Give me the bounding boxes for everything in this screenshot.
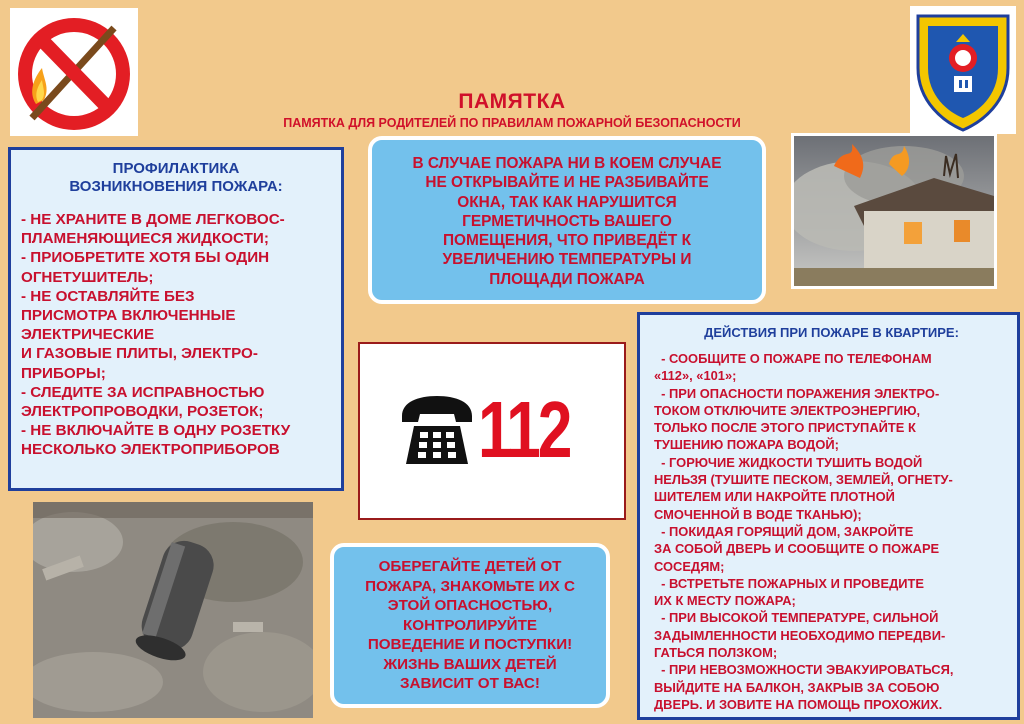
children-line: ПОВЕДЕНИЕ И ПОСТУПКИ! — [367, 636, 573, 653]
children-line: ПОЖАРА, ЗНАКОМЬТЕ ИХ С — [365, 577, 575, 595]
actions-line: ТОКОМ ОТКЛЮЧИТЕ ЭЛЕКТРОЭНЕРГИЮ, — [654, 402, 921, 418]
gas-cylinder-image — [33, 502, 313, 718]
fire-actions-panel — [637, 312, 1020, 720]
prevention-line: - НЕ ОСТАВЛЯЙТЕ БЕЗ — [21, 287, 195, 305]
actions-line: - ГОРЮЧИЕ ЖИДКОСТИ ТУШИТЬ ВОДОЙ — [654, 454, 923, 470]
children-line: ЭТОЙ ОПАСНОСТЬЮ, — [387, 597, 553, 614]
actions-line: СМОЧЕННОЙ В ВОДЕ ТКАНЬЮ); — [654, 506, 862, 522]
warning-line: УВЕЛИЧЕНИЮ ТЕМПЕРАТУРЫ И — [442, 251, 692, 269]
prevention-line: ЭЛЕКТРОПРОВОДКИ, РОЗЕТОК; — [21, 403, 264, 421]
prevention-heading — [21, 160, 331, 196]
prevention-line: ПРИСМОТРА ВКЛЮЧЕННЫЕ — [21, 307, 236, 325]
prevention-line: - НЕ ХРАНИТЕ В ДОМЕ ЛЕГКОВОС- — [21, 211, 285, 228]
actions-line: СОСЕДЯМ; — [654, 558, 725, 574]
actions-line: - ПРИ ВЫСОКОЙ ТЕМПЕРАТУРЕ, СИЛЬНОЙ — [654, 610, 939, 626]
children-line: ЖИЗНЬ ВАШИХ ДЕТЕЙ — [383, 655, 557, 673]
prevention-heading-line: ВОЗНИКНОВЕНИЯ ПОЖАРА: — [69, 178, 283, 195]
prevention-line: НЕСКОЛЬКО ЭЛЕКТРОПРИБОРОВ — [21, 441, 280, 459]
burning-house-photo — [791, 133, 997, 289]
shield-emblem-icon — [910, 6, 1016, 134]
actions-line: - СООБЩИТЕ О ПОЖАРЕ ПО ТЕЛЕФОНАМ — [654, 351, 932, 366]
prevention-line: ЭЛЕКТРИЧЕСКИЕ — [21, 326, 155, 344]
children-safety-panel — [330, 543, 610, 708]
warning-line: НЕ ОТКРЫВАЙТЕ И НЕ РАЗБИВАЙТЕ — [425, 174, 709, 192]
actions-line: - ПРИ НЕВОЗМОЖНОСТИ ЭВАКУИРОВАТЬСЯ, — [654, 662, 954, 678]
actions-heading: ДЕЙСТВИЯ ПРИ ПОЖАРЕ В КВАРТИРЕ: — [704, 325, 959, 340]
actions-line: ЗАДЫМЛЕННОСТИ НЕОБХОДИМО ПЕРЕДВИ- — [654, 627, 946, 643]
telephone-icon — [398, 392, 476, 470]
prevention-line: ОГНЕТУШИТЕЛЬ; — [21, 268, 154, 286]
prevention-line: ПРИБОРЫ; — [21, 364, 106, 382]
actions-line: ГАТЬСЯ ПОЛЗКОМ; — [654, 645, 778, 661]
prevention-line: - СЛЕДИТЕ ЗА ИСПРАВНОСТЬЮ — [21, 383, 265, 401]
page-subtitle: ПАМЯТКА ДЛЯ РОДИТЕЛЕЙ ПО ПРАВИЛАМ ПОЖАРНОЙ БЕЗОПАСНОСТИ — [283, 116, 741, 130]
actions-line: «112», «101»; — [654, 368, 737, 384]
prevention-line: ПЛАМЕНЯЮЩИЕСЯ ЖИДКОСТИ; — [21, 230, 269, 248]
warning-line: ОКНА, ТАК КАК НАРУШИТСЯ — [457, 193, 677, 211]
actions-line: ИХ К МЕСТУ ПОЖАРА; — [654, 593, 796, 609]
actions-line: НЕЛЬЗЯ (ТУШИТЕ ПЕСКОМ, ЗЕМЛЕЙ, ОГНЕТУ- — [654, 472, 953, 488]
actions-line: - ПОКИДАЯ ГОРЯЩИЙ ДОМ, ЗАКРОЙТЕ — [654, 523, 914, 539]
warning-line: ПОМЕЩЕНИЯ, ЧТО ПРИВЕДЁТ К — [442, 232, 692, 250]
children-line: ЗАВИСИТ ОТ ВАС! — [400, 675, 540, 692]
children-line: КОНТРОЛИРУЙТЕ — [403, 616, 537, 634]
actions-line: ВЫЙДИТЕ НА БАЛКОН, ЗАКРЫВ ЗА СОБОЮ — [654, 679, 940, 695]
warning-line: ПЛОЩАДИ ПОЖАРА — [489, 270, 645, 288]
prevention-line: И ГАЗОВЫЕ ПЛИТЫ, ЭЛЕКТРО- — [21, 345, 258, 363]
window-warning-panel — [368, 136, 766, 304]
actions-line: - ПРИ ОПАСНОСТИ ПОРАЖЕНИЯ ЭЛЕКТРО- — [654, 385, 940, 401]
actions-line: - ВСТРЕТЬТЕ ПОЖАРНЫХ И ПРОВЕДИТЕ — [654, 575, 924, 591]
children-line: ОБЕРЕГАЙТЕ ДЕТЕЙ ОТ — [378, 558, 562, 575]
prevention-line: - ПРИОБРЕТИТЕ ХОТЯ БЫ ОДИН — [21, 249, 270, 267]
actions-line: ТУШЕНИЮ ПОЖАРА ВОДОЙ; — [654, 437, 839, 453]
prevention-line: - НЕ ВКЛЮЧАЙТЕ В ОДНУ РОЗЕТКУ — [21, 422, 291, 440]
burning-house-image — [794, 136, 994, 286]
warning-line: ГЕРМЕТИЧНОСТЬ ВАШЕГО — [462, 212, 672, 230]
prevention-panel — [8, 147, 344, 491]
actions-line: ЗА СОБОЙ ДВЕРЬ И СООБЩИТЕ О ПОЖАРЕ — [654, 541, 940, 557]
committee-emblem — [910, 6, 1016, 134]
actions-line: ШИТЕЛЕМ ИЛИ НАКРОЙТЕ ПЛОТНОЙ — [654, 489, 895, 505]
warning-line: В СЛУЧАЕ ПОЖАРА НИ В КОЕМ СЛУЧАЕ — [412, 155, 722, 172]
actions-line: ТОЛЬКО ПОСЛЕ ЭТОГО ПРИСТУПАЙТЕ К — [654, 420, 916, 436]
prevention-heading-line: ПРОФИЛАКТИКА — [112, 160, 240, 177]
gas-cylinder-photo — [33, 502, 313, 718]
actions-line: ДВЕРЬ. И ЗОВИТЕ НА ПОМОЩЬ ПРОХОЖИХ. — [654, 696, 943, 712]
page-title: ПАМЯТКА — [458, 90, 566, 113]
emergency-number: 112 — [478, 385, 570, 474]
